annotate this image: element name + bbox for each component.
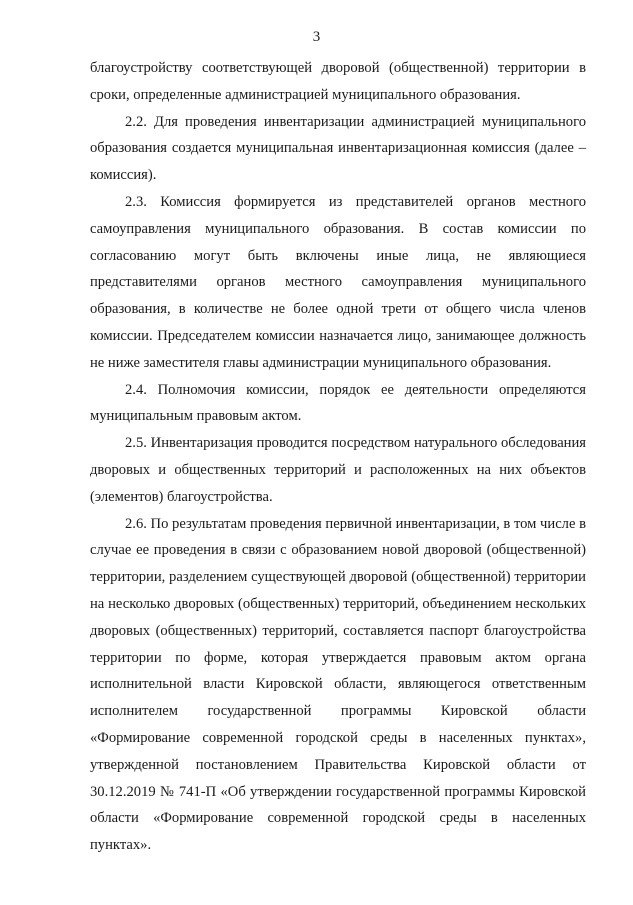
paragraph-2-3: 2.3. Комиссия формируется из представителей органов местного самоуправления муниципального образования. В состав комиссии по согласованию могут быть включены иные лица, не являющиеся представителями органов местного самоуправления муниципального образования, в количестве не более одной трети от общего числа членов комиссии. Председателем комиссии назначается лицо, занимающее должность не ниже заместителя главы администрации муниципального образования. bbox=[90, 193, 586, 371]
paragraph-2-6: 2.6. По результатам проведения первичной инвентаризации, в том числе в случае ее проведения в связи с образованием новой дворовой (общественной) территории, разделением существующей дворовой (общественной) территории на несколько дворовых (общественных) территорий, объединением нескольких дворовых (общественных) территорий, составляется паспорт благоустройства территории по форме, которая утверждается правовым актом органа исполнительной власти Кировской области, являющегося ответственным исполнителем государственной программы Кировской области «Формирование современной городской среды в населенных пунктах», утвержденной постановлением Правительства Кировской области от 30.12.2019 № 741-П «Об утверждении государственной программы Кировской области «Формирование современной городской среды в населенных пунктах». bbox=[90, 515, 586, 854]
paragraph-2-4: 2.4. Полномочия комиссии, порядок ее деятельности определяются муниципальным правовым актом. bbox=[90, 381, 586, 425]
page-number: 3 bbox=[312, 29, 321, 45]
paragraph-2-5: 2.5. Инвентаризация проводится посредством натурального обследования дворовых и общественных территорий и расположенных на них объектов (элементов) благоустройства. bbox=[90, 435, 586, 505]
document-body bbox=[90, 55, 586, 859]
paragraph-continuation: благоустройству соответствующей дворовой (общественной) территории в сроки, определенные администрацией муниципального образования. bbox=[90, 60, 586, 103]
paragraph-2-2: 2.2. Для проведения инвентаризации администрацией муниципального образования создается муниципальная инвентаризационная комиссия (далее – комиссия). bbox=[90, 113, 586, 184]
